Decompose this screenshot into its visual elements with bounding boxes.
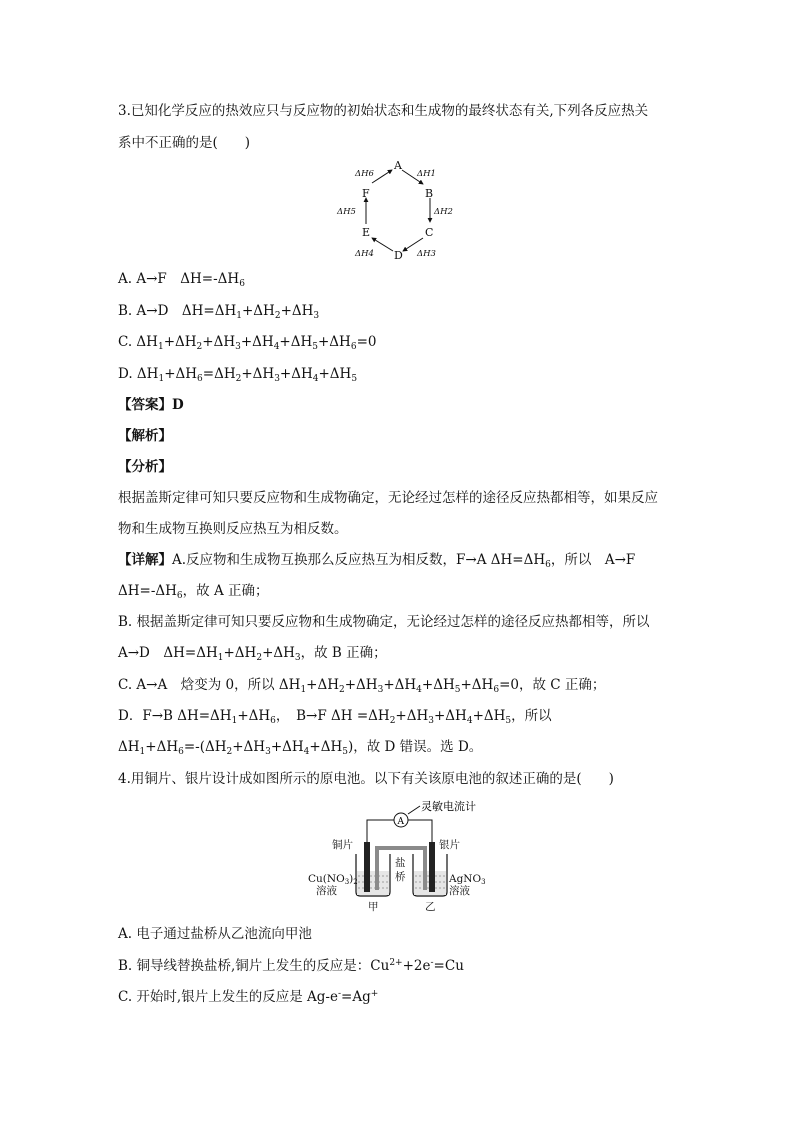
reasoning-line2: 物和生成物互换则反应热互为相反数。 (118, 521, 348, 537)
galvanic-cell-diagram (308, 796, 508, 916)
node-d: D (394, 249, 403, 262)
hess-cycle-diagram (335, 158, 465, 262)
detail-line5: C. A→A 焓变为 0，所以 $\Delta H_1+\Delta H_2+\Delta H_3+\Delta H_4+\Delta H_5+\Delta H_6=0$，故 C 正确； (118, 677, 606, 695)
q4-option-c: C. 开始时,银片上发生的反应是 Ag-e-=Ag+ (118, 989, 379, 1005)
galvanometer-label: 灵敏电流计 (421, 800, 476, 813)
left-solution-label-2: 溶液 (316, 885, 337, 897)
detail-line3: B. 根据盖斯定律可知只要反应物和生成物确定，无论经过怎样的途径反应热都相等，所以 (118, 614, 650, 630)
detail-line7: $\Delta H_1+\Delta H_6=-(\Delta H_2+\Delta H_3+\Delta H_4+\Delta H_5)$，故 D 错误。选 D。 (118, 739, 483, 757)
node-f: F (362, 187, 370, 200)
edge-dh5: ΔH5 (337, 207, 356, 217)
reasoning-line1: 根据盖斯定律可知只要反应物和生成物确定，无论经过怎样的途径反应热都相等，如果反应 (118, 490, 658, 506)
q3-stem-line1: 3.已知化学反应的热效应只与反应物的初始状态和生成物的最终状态有关,下列各反应热关 (118, 103, 649, 119)
answer-label: 【答案】D (118, 397, 184, 413)
q3-option-c: C. $\Delta H_1+\Delta H_2+\Delta H_3+\Delta H_4+\Delta H_5+\Delta H_6=0$ (118, 334, 377, 352)
detail-line2: $\Delta H=-\Delta H_6$，故 A 正确； (118, 583, 269, 601)
edge-dh6: ΔH6 (355, 169, 374, 179)
reasoning-label: 【分析】 (118, 459, 172, 475)
edge-dh3: ΔH3 (417, 249, 436, 259)
q3-option-a: A. A→F $\Delta H=-\Delta H_6$ (118, 271, 245, 289)
right-solution-label-2: 溶液 (449, 885, 470, 897)
silver-label: 银片 (439, 839, 460, 851)
q4-stem: 4.用铜片、银片设计成如图所示的原电池。以下有关该原电池的叙述正确的是( ) (118, 771, 614, 787)
node-a: A (394, 159, 402, 172)
right-solution-label: AgNO3 (449, 873, 486, 886)
analysis-label: 【解析】 (118, 428, 172, 444)
salt-bridge-label-2: 桥 (395, 871, 406, 883)
edge-dh4: ΔH4 (355, 249, 374, 259)
detail-line6: D．F→B $\Delta H=\Delta H_1+\Delta H_6$， B→F $\Delta H =\Delta H_2+\Delta H_3+\Delta H_4+\Delta H_5$，所以 (118, 708, 552, 726)
left-solution-label: Cu(NO3)2 (308, 873, 358, 886)
node-c: C (425, 226, 434, 239)
left-cell-label: 甲 (368, 901, 379, 913)
q3-option-b: B. A→D $\Delta H=\Delta H_1+\Delta H_2+\Delta H_3$ (118, 303, 320, 321)
edge-dh2: ΔH2 (434, 207, 453, 217)
q4-option-b: B. 铜导线替换盐桥,铜片上发生的反应是：$Cu^{2+}+2e^-=Cu$ (118, 958, 464, 974)
galvanometer-letter: A (397, 817, 404, 827)
node-b: B (425, 187, 434, 200)
copper-electrode (364, 842, 370, 892)
q4-option-a: A. 电子通过盐桥从乙池流向甲池 (118, 926, 312, 942)
silver-electrode (429, 842, 435, 892)
detail-line1: 【详解】A.反应物和生成物互换那么反应热互为相反数，F→A $\Delta H=\Delta H_6$，所以 A→F (118, 552, 636, 570)
salt-bridge-label-1: 盐 (395, 857, 406, 869)
q3-option-d: D. $\Delta H_1+\Delta H_6=\Delta H_2+\Delta H_3+\Delta H_4+\Delta H_5$ (118, 366, 358, 384)
node-e: E (362, 226, 371, 239)
q3-stem-line2: 系中不正确的是( ) (118, 135, 251, 151)
detail-line4: A→D $\Delta H=\Delta H_1+\Delta H_2+\Delta H_3$，故 B 正确； (118, 645, 387, 663)
copper-label: 铜片 (332, 839, 353, 851)
edge-dh1: ΔH1 (417, 169, 436, 179)
right-cell-label: 乙 (425, 901, 436, 913)
